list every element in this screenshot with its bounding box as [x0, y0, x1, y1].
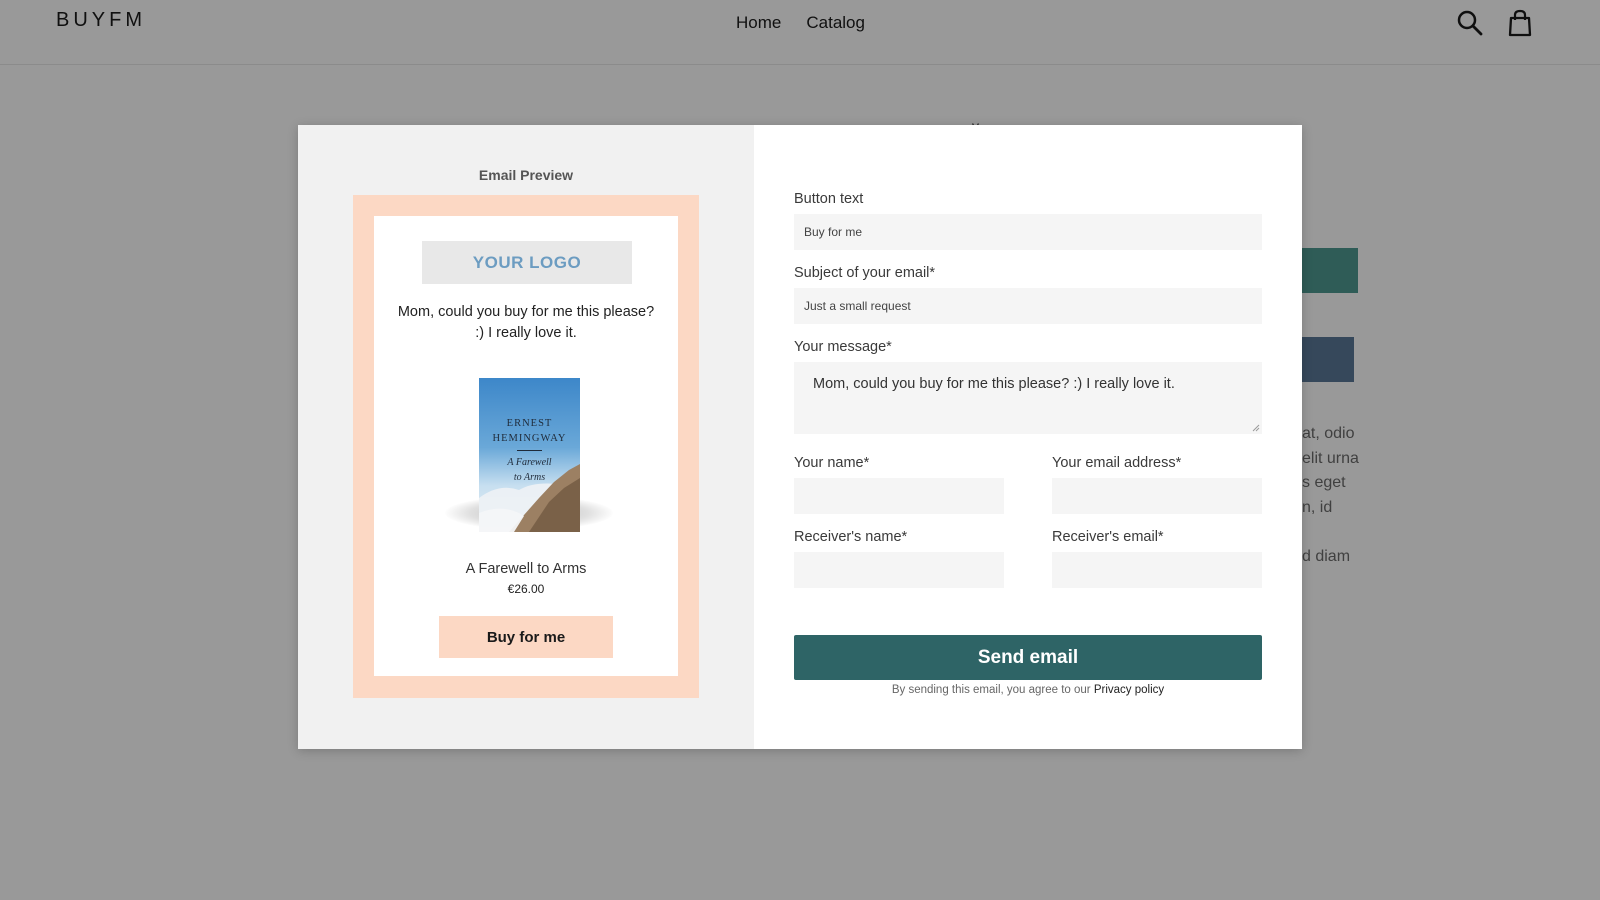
book-cover [479, 378, 580, 532]
your-email-input[interactable] [1052, 478, 1262, 514]
product-price: €26.00 [507, 582, 545, 596]
button-text-input[interactable]: Buy for me [794, 214, 1262, 250]
email-preview-panel [298, 125, 754, 749]
preview-title: Email Preview [478, 167, 574, 183]
privacy-notice [794, 684, 1262, 696]
nav-home[interactable]: Home [736, 13, 782, 32]
privacy-notice-text: By sending this email, you agree to our [891, 684, 1094, 696]
your-name-input[interactable] [794, 478, 1004, 514]
book-divider [517, 450, 542, 451]
email-preview-frame [353, 195, 699, 698]
subject-input[interactable]: Just a small request [794, 288, 1262, 324]
your-email-label: Your email address* [1052, 455, 1182, 471]
receiver-name-label: Receiver's name* [794, 529, 908, 545]
email-preview-card [374, 216, 678, 676]
receiver-email-input[interactable] [1052, 552, 1262, 588]
email-form-panel [754, 125, 1302, 749]
description-line: s eget [1302, 474, 1346, 491]
resize-handle-icon[interactable] [1252, 424, 1260, 432]
nav-catalog[interactable]: Catalog [806, 13, 865, 32]
message-label: Your message* [794, 339, 892, 355]
receiver-name-input[interactable] [794, 552, 1004, 588]
receiver-email-label: Receiver's email* [1052, 529, 1164, 545]
product-name: A Farewell to Arms [465, 561, 587, 577]
preview-buy-button: Buy for me [439, 616, 613, 658]
preview-message: Mom, could you buy for me this please? :) I really love it. [397, 304, 655, 341]
description-line: elit urna [1302, 449, 1359, 467]
description-line: n, id [1302, 498, 1333, 516]
buy-for-me-modal [298, 125, 1302, 749]
logo-placeholder: YOUR LOGO [422, 241, 632, 284]
your-name-label: Your name* [794, 455, 870, 471]
description-line: at, odio [1302, 425, 1355, 442]
book-title: A Farewell to Arms [507, 457, 552, 483]
privacy-policy-link[interactable]: Privacy policy [1093, 684, 1165, 696]
message-text: Mom, could you buy for me this please? :) I really love it. [813, 376, 1175, 392]
send-email-button[interactable]: Send email [794, 635, 1262, 680]
subject-label: Subject of your email* [794, 265, 936, 281]
book-author: ERNEST HEMINGWAY [492, 418, 567, 444]
description-line: d diam [1302, 547, 1351, 565]
button-text-label: Button text [794, 191, 864, 207]
message-textarea[interactable] [794, 362, 1262, 434]
brand-logo[interactable]: BUYFM [56, 9, 146, 31]
product-image [439, 376, 619, 536]
